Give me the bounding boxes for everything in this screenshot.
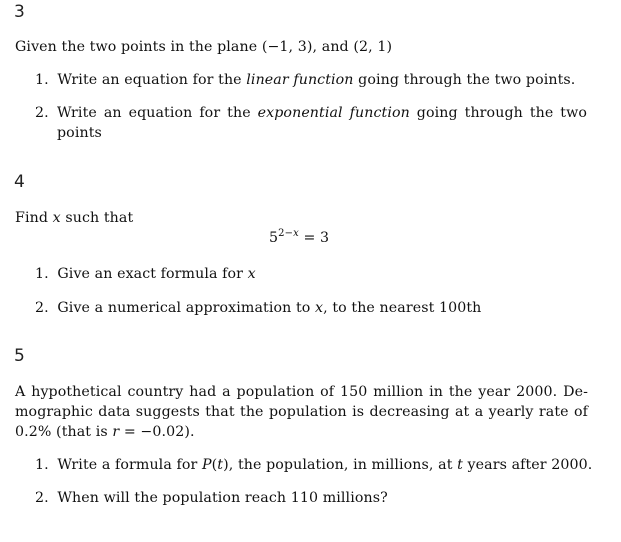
section-3-item-2-line-2: points [57,125,102,141]
emphasis-linear-function: linear function [246,72,354,88]
point-1: (−1, 3) [261,39,313,55]
equation [269,228,329,248]
section-5-item-2: 2. When will the population reach 110 millions? [35,490,388,506]
section-4-intro: Find x such that [15,210,134,226]
item-number: 1. [35,72,49,88]
section-4-item-2: 2. Give a numerical approximation to x, to the nearest 100th [35,300,482,316]
section-number-4: 4 [14,172,25,192]
section-3-intro: Given the two points in the plane (−1, 3), and (2, 1) [15,39,393,55]
emphasis-exponential-function: exponential function [257,105,410,121]
item-number: 1. [35,457,49,473]
item-number: 1. [35,266,49,282]
item-number: 2. [35,300,49,316]
point-2: (2, 1) [353,39,393,55]
section-3-item-2-line-1: Write an equation for the exponential function going through the two [57,105,587,121]
section-3-item-2-number: 2. [35,105,49,121]
section-number-5: 5 [14,346,25,366]
equation-rhs: = 3 [298,230,330,246]
section-5-paragraph-line-1: A hypothetical country had a population of 150 million in the year 2000. De- [15,384,588,400]
section-5-item-1: 1. Write a formula for P(t), the population, in millions, at t years after 2000. [35,457,593,473]
item-number: 2. [35,490,49,506]
section-4-item-1: 1. Give an exact formula for x [35,266,256,282]
section-3-item-1: 1. Write an equation for the linear function going through the two points. [35,72,576,88]
section-5-paragraph-line-3: 0.2% (that is r = −0.02). [15,424,195,440]
equation-base: 5 [269,230,279,246]
equation-exponent: 2−x [278,228,299,239]
section-number-3: 3 [14,2,25,22]
section-5-paragraph-line-2: mographic data suggests that the population is decreasing at a yearly rate of [15,404,588,420]
variable-x: x [52,210,61,226]
